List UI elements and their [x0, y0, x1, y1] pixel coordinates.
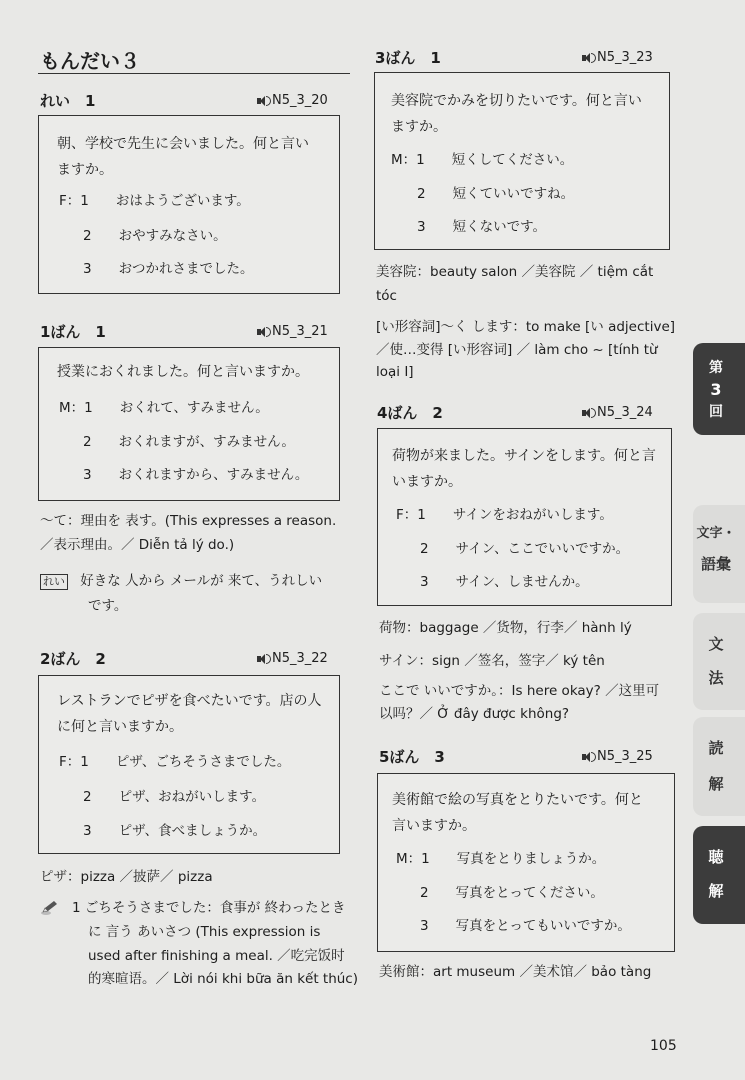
question-line: いますか。 [392, 474, 462, 490]
q3-note: [い形容詞]〜く します：to make [い adjective] [376, 319, 676, 335]
audio-track-label: N5_3_21 [272, 324, 328, 339]
q5-audio-track[interactable] [582, 747, 653, 767]
q1-note: 〜て：理由を 表す。(This expresses a reason. [40, 513, 337, 529]
q1-question-box [38, 347, 340, 501]
rei-audio-track[interactable] [257, 91, 328, 111]
q2-tip-line: used after finishing a meal. ／吃完饭时 [88, 948, 345, 964]
tab-label: 読 [708, 739, 724, 757]
speaker-icon [582, 52, 594, 64]
speaker-icon [582, 751, 594, 763]
q1-audio-track[interactable] [257, 322, 328, 342]
page-number: 105 [650, 1038, 677, 1054]
audio-track-label: N5_3_24 [597, 405, 653, 420]
answer-option: 2 写真をとってください。 [420, 885, 604, 901]
tab-label: 聴 [708, 848, 724, 866]
question-line: 美容院でかみを切りたいです。何と言い [391, 93, 642, 109]
tab-label: 解 [708, 775, 724, 793]
page-title: もんだい３ [40, 49, 140, 73]
question-line: ますか。 [57, 162, 113, 178]
answer-option: 3 短くないです。 [417, 219, 547, 235]
q3-note: tóc [376, 288, 397, 304]
q4-audio-track[interactable] [582, 403, 653, 423]
speaker-icon [257, 653, 269, 665]
answer-option: 3 おくれますから、すみません。 [83, 467, 309, 483]
speaker-icon [257, 95, 269, 107]
q3-audio-track[interactable] [582, 48, 653, 68]
tab-label: 解 [708, 882, 724, 900]
answer-option: F：1 サインをおねがいします。 [396, 507, 613, 523]
speaker-icon [257, 326, 269, 338]
q3-note: ／使…变得 [い形容词] ／ làm cho ~ [tính từ [376, 342, 658, 358]
question-line: ますか。 [391, 119, 447, 135]
q1-example [40, 571, 322, 591]
tab-grammar[interactable] [693, 613, 745, 710]
audio-track-label: N5_3_23 [597, 50, 653, 65]
audio-track-label: N5_3_22 [272, 651, 328, 666]
tab-vocabulary[interactable] [693, 505, 745, 603]
question-line: 言いますか。 [392, 818, 476, 834]
q3-question-box [374, 72, 670, 250]
q4-note: 以吗？／ Ở đây được không? [379, 706, 570, 722]
q3-header: 3ばん 1 [375, 49, 441, 67]
answer-option: 3 おつかれさまでした。 [83, 261, 254, 277]
answer-option: F：1 おはようございます。 [59, 193, 250, 209]
question-line: レストランでピザを食べたいです。店の人 [57, 693, 322, 709]
tab-label: 第 [709, 360, 723, 376]
rei-question-box [38, 115, 340, 294]
tab-label: 文 [708, 635, 724, 653]
question-line: 朝、学校で先生に会いました。何と言い [57, 136, 309, 152]
answer-option: 2 おやすみなさい。 [83, 228, 227, 244]
tab-label: 語彙 [700, 555, 731, 573]
q1-header: 1ばん 1 [40, 323, 106, 341]
tab-reading[interactable] [693, 717, 745, 816]
q3-note: 美容院：beauty salon ／美容院 ／ tiệm cắt [376, 264, 654, 280]
answer-option: M：1 おくれて、すみません。 [59, 400, 269, 416]
q4-header: 4ばん 2 [377, 404, 443, 422]
q2-tip-line: に 言う あいさつ (This expression is [88, 924, 321, 940]
q5-note: 美術館：art museum ／美术馆／ bảo tàng [379, 964, 652, 980]
tab-label: 3 [710, 380, 722, 399]
tab-label: 回 [709, 404, 723, 420]
question-line: 美術館で絵の写真をとりたいです。何と [392, 792, 643, 808]
q1-example-cont: です。 [88, 598, 128, 614]
answer-option: 3 写真をとってもいいですか。 [420, 918, 631, 934]
audio-track-label: N5_3_25 [597, 749, 653, 764]
q2-tip-line: 的寒暄语。／ Lời nói khi bữa ăn kết thúc) [88, 971, 358, 987]
question-line: に何と言いますか。 [57, 719, 183, 735]
speaker-icon [582, 407, 594, 419]
answer-option: F：1 ピザ、ごちそうさまでした。 [59, 754, 291, 770]
answer-option: 3 サイン、しませんか。 [420, 574, 589, 590]
q4-question-box [377, 428, 672, 606]
tab-label: 文字・ [696, 526, 736, 541]
q1-note: ／表示理由。／ Diễn tả lý do.) [40, 537, 235, 553]
q3-note: loại I] [376, 364, 414, 380]
answer-option: 2 サイン、ここでいいですか。 [420, 541, 630, 557]
question-line: 荷物が来ました。サインをします。何と言 [392, 448, 656, 464]
pencil-icon [40, 900, 58, 916]
q4-note: ここで いいですか。：Is here okay? ／这里可 [379, 683, 660, 699]
answer-option: 2 ピザ、おねがいします。 [83, 789, 266, 805]
q2-tip-line: 1 ごちそうさまでした：食事が 終わったとき [72, 900, 346, 916]
answer-option: 2 短くていいですね。 [417, 186, 575, 202]
q5-header: 5ばん 3 [379, 748, 445, 766]
q2-note: ピザ：pizza ／披萨／ pizza [40, 869, 213, 885]
example-chip: れい [40, 574, 68, 590]
answer-option: 2 おくれますが、すみません。 [83, 434, 295, 450]
tab-listening[interactable] [693, 826, 745, 924]
q2-question-box [38, 675, 340, 854]
tab-label: 法 [708, 669, 724, 687]
answer-option: M：1 写真をとりましょうか。 [396, 851, 606, 867]
answer-option: M：1 短くしてください。 [391, 152, 574, 168]
tab-round-3[interactable] [693, 343, 745, 435]
example-text: 好きな 人から メールが 来て、うれしい [80, 573, 323, 589]
rei-header: れい 1 [40, 92, 96, 110]
audio-track-label: N5_3_20 [272, 93, 328, 108]
title-underline [38, 73, 350, 74]
q4-note: 荷物：baggage ／货物，行李／ hành lý [379, 620, 632, 636]
q2-header: 2ばん 2 [40, 650, 106, 668]
answer-option: 3 ピザ、食べましょうか。 [83, 823, 267, 839]
q4-note: サイン：sign ／签名，签字／ ký tên [379, 653, 605, 669]
q5-question-box [377, 773, 675, 952]
question-line: 授業におくれました。何と言いますか。 [57, 364, 309, 380]
q2-audio-track[interactable] [257, 649, 328, 669]
